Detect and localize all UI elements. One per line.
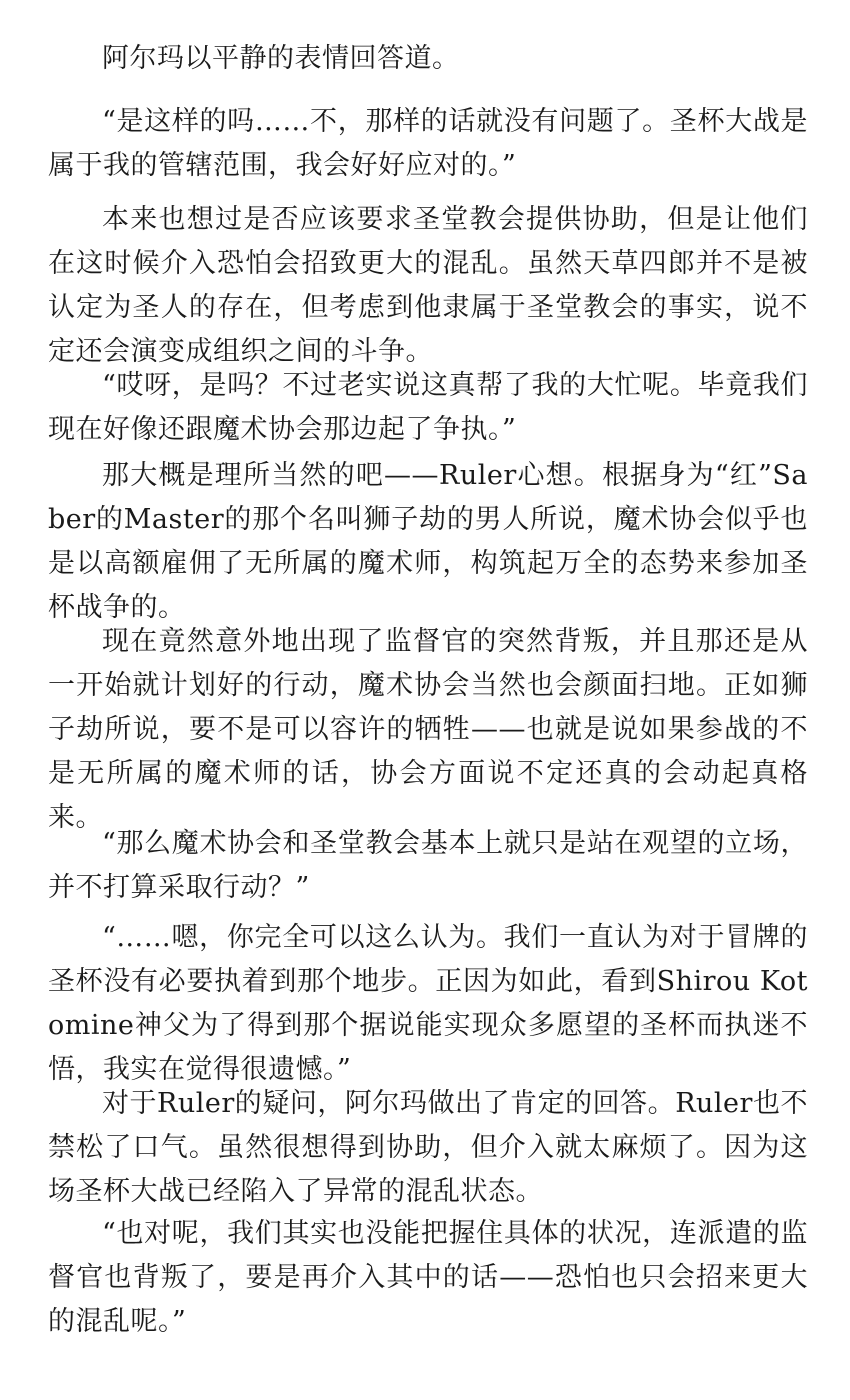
paragraph-7: “那么魔术协会和圣堂教会基本上就只是站在观望的立场，并不打算采取行动？”: [48, 828, 808, 903]
paragraph-2: “是这样的吗……不，那样的话就没有问题了。圣杯大战是属于我的管辖范围，我会好好应对的。”: [48, 106, 808, 181]
paragraph-1: 阿尔玛以平静的表情回答道。: [102, 43, 460, 74]
paragraph-10: “也对呢，我们其实也没能把握住具体的状况，连派遣的监督官也背叛了，要是再介入其中的话——恐怕也只会招来更大的混乱呢。”: [48, 1218, 808, 1337]
paragraph-4: “哎呀，是吗？不过老实说这真帮了我的大忙呢。毕竟我们现在好像还跟魔术协会那边起了争执。”: [48, 370, 808, 445]
paragraph-3: 本来也想过是否应该要求圣堂教会提供协助，但是让他们在这时候介入恐怕会招致更大的混乱。虽然天草四郎并不是被认定为圣人的存在，但考虑到他隶属于圣堂教会的事实，说不定还会演变成组织之间的斗争。: [48, 204, 808, 367]
paragraph-5: 那大概是理所当然的吧——Ruler心想。根据身为“红”Saber的Master的那个名叫狮子劫的男人所说，魔术协会似乎也是以高额雇佣了无所属的魔术师，构筑起万全的态势来参加圣杯战争的。: [48, 460, 808, 623]
paragraph-8: “……嗯，你完全可以这么认为。我们一直认为对于冒牌的圣杯没有必要执着到那个地步。正因为如此，看到Shirou Kotomine神父为了得到那个据说能实现众多愿望的圣杯而执迷不悟，我实在觉得很遗憾。”: [48, 922, 808, 1085]
paragraph-6: 现在竟然意外地出现了监督官的突然背叛，并且那还是从一开始就计划好的行动，魔术协会当然也会颜面扫地。正如狮子劫所说，要不是可以容许的牺牲——也就是说如果参战的不是无所属的魔术师的话，协会方面说不定还真的会动起真格来。: [48, 626, 808, 833]
paragraph-9: 对于Ruler的疑问，阿尔玛做出了肯定的回答。Ruler也不禁松了口气。虽然很想得到协助，但介入就太麻烦了。因为这场圣杯大战已经陷入了异常的混乱状态。: [48, 1088, 808, 1207]
